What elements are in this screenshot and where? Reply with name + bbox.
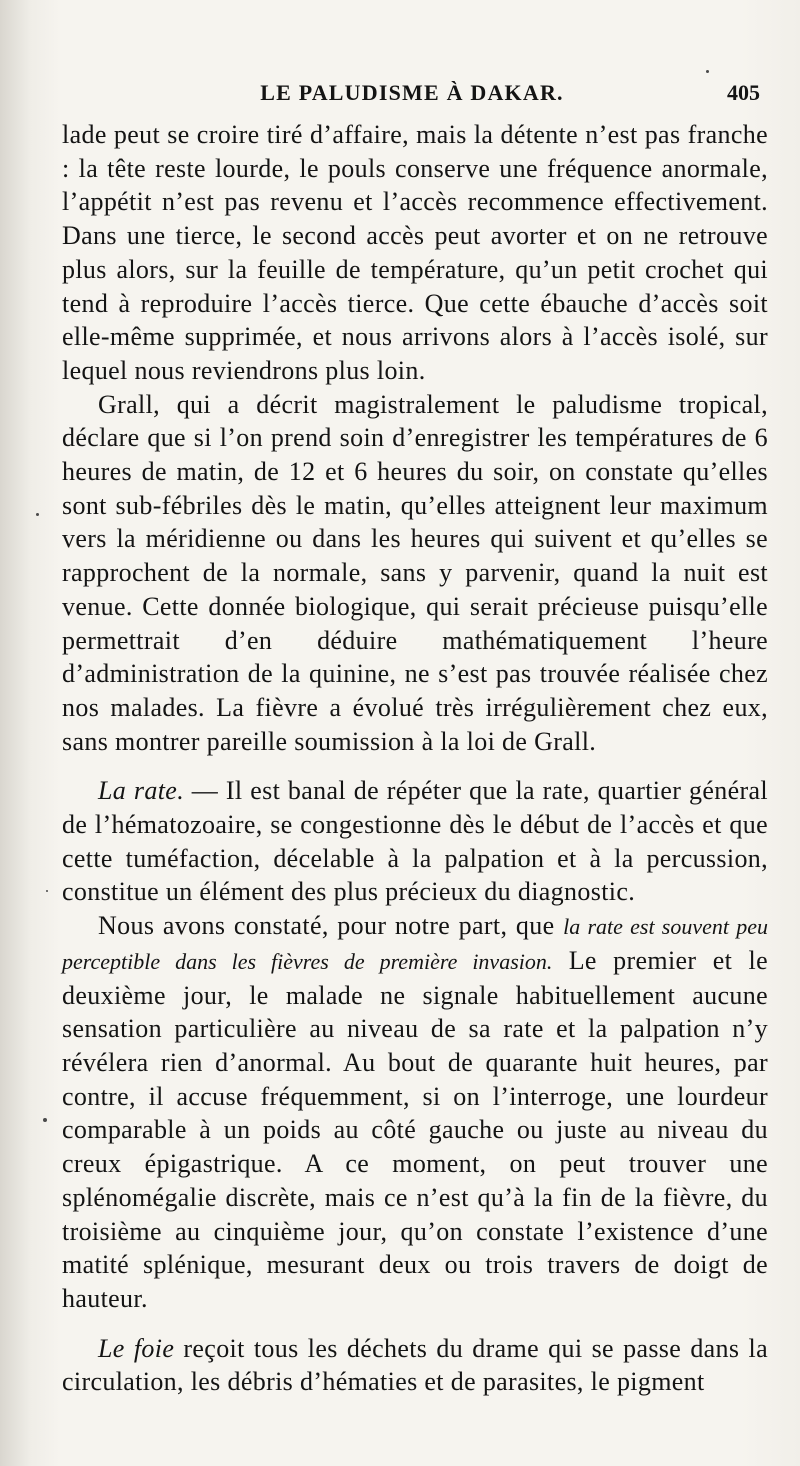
paragraph-foie (62, 1332, 768, 1399)
body-text (62, 118, 768, 1399)
ink-speck (43, 1118, 47, 1122)
paragraph-foie-text: reçoit tous les déchets du drame qui se passe dans la circulation, les débris d’hématies et de parasites, le pigment (62, 1333, 768, 1397)
section-label-foie: Le foie (98, 1333, 175, 1363)
emphasis-phrase: la rate est souvent peu perceptible dans les fièvres de première invasion. (62, 914, 768, 974)
paragraph-continuation: lade peut se croire tiré d’affaire, mais la détente n’est pas franche : la tête reste lourde, le pouls conserve une fréquence anormale, l’appétit n’est pas revenu et l’accès recommence effectivement. Dans une tierce, le second accès peut avorter et on ne retrouve plus alors, sur la feuille de température, qu’un petit crochet qui tend à reproduire l’accès tierce. Que cette ébauche d’accès soit elle-même supprimée, et nous arrivons alors à l’accès isolé, sur lequel nous reviendrons plus loin. (62, 120, 768, 385)
paragraph-grall: Grall, qui a décrit magistralement le paludisme tropical, déclare que si l’on prend soin d’enregistrer les températures de 6 heures de matin, de 12 et 6 heures du soir, on constate qu’elles sont sub-fébriles dès le matin, qu’elles atteignent leur maximum vers la méridienne ou dans les heures qui suivent et qu’elles se rapprochent de la normale, sans y parvenir, quand la nuit est venue. Cette donnée biologique, qui serait précieuse puisqu’elle permettrait d’en déduire mathématiquement l’heure d’administration de la quinine, ne s’est pas trouvée réalisée chez nos malades. La fièvre a évolué très irrégulièrement chez eux, sans montrer pareille soumission à la loi de Grall. (62, 389, 768, 756)
paragraph-observation (62, 909, 768, 1315)
paragraph-rate (62, 774, 768, 909)
page-header (62, 80, 762, 114)
paragraph-observation-lead: Nous avons constaté, pour notre part, que (98, 911, 564, 941)
paragraph-observation-text: Le premier et le deuxième jour, le malade ne signale habituellement aucune sensation particulière au niveau de sa rate et la palpation n’y révélera rien d’anormal. Au bout de quarante huit heures, par contre, il accuse fréquemment, si on l’interroge, une lourdeur comparable à un poids au côté gauche ou juste au niveau du creux épigastrique. A ce moment, on peut trouver une splénomégalie discrète, mais ce n’est qu’à la fin de la fièvre, du troisième au cinquième jour, qu’on constate l’existence d’une matité splénique, mesurant deux ou trois travers de doigt de hauteur. (62, 945, 768, 1313)
ink-speck (36, 513, 39, 516)
ink-speck (46, 890, 48, 892)
page-number: 405 (727, 80, 760, 105)
ink-speck (706, 70, 709, 73)
section-label-rate: La rate. (98, 776, 185, 806)
paragraph-rate-text: — Il est banal de répéter que la rate, quartier général de l’hématozoaire, se congestionne dès le début de l’accès et que cette tuméfaction, décelable à la palpation et à la percussion, constitue un élément des plus précieux du diagnostic. (62, 776, 768, 907)
running-title: LE PALUDISME À DAKAR. (260, 80, 564, 105)
